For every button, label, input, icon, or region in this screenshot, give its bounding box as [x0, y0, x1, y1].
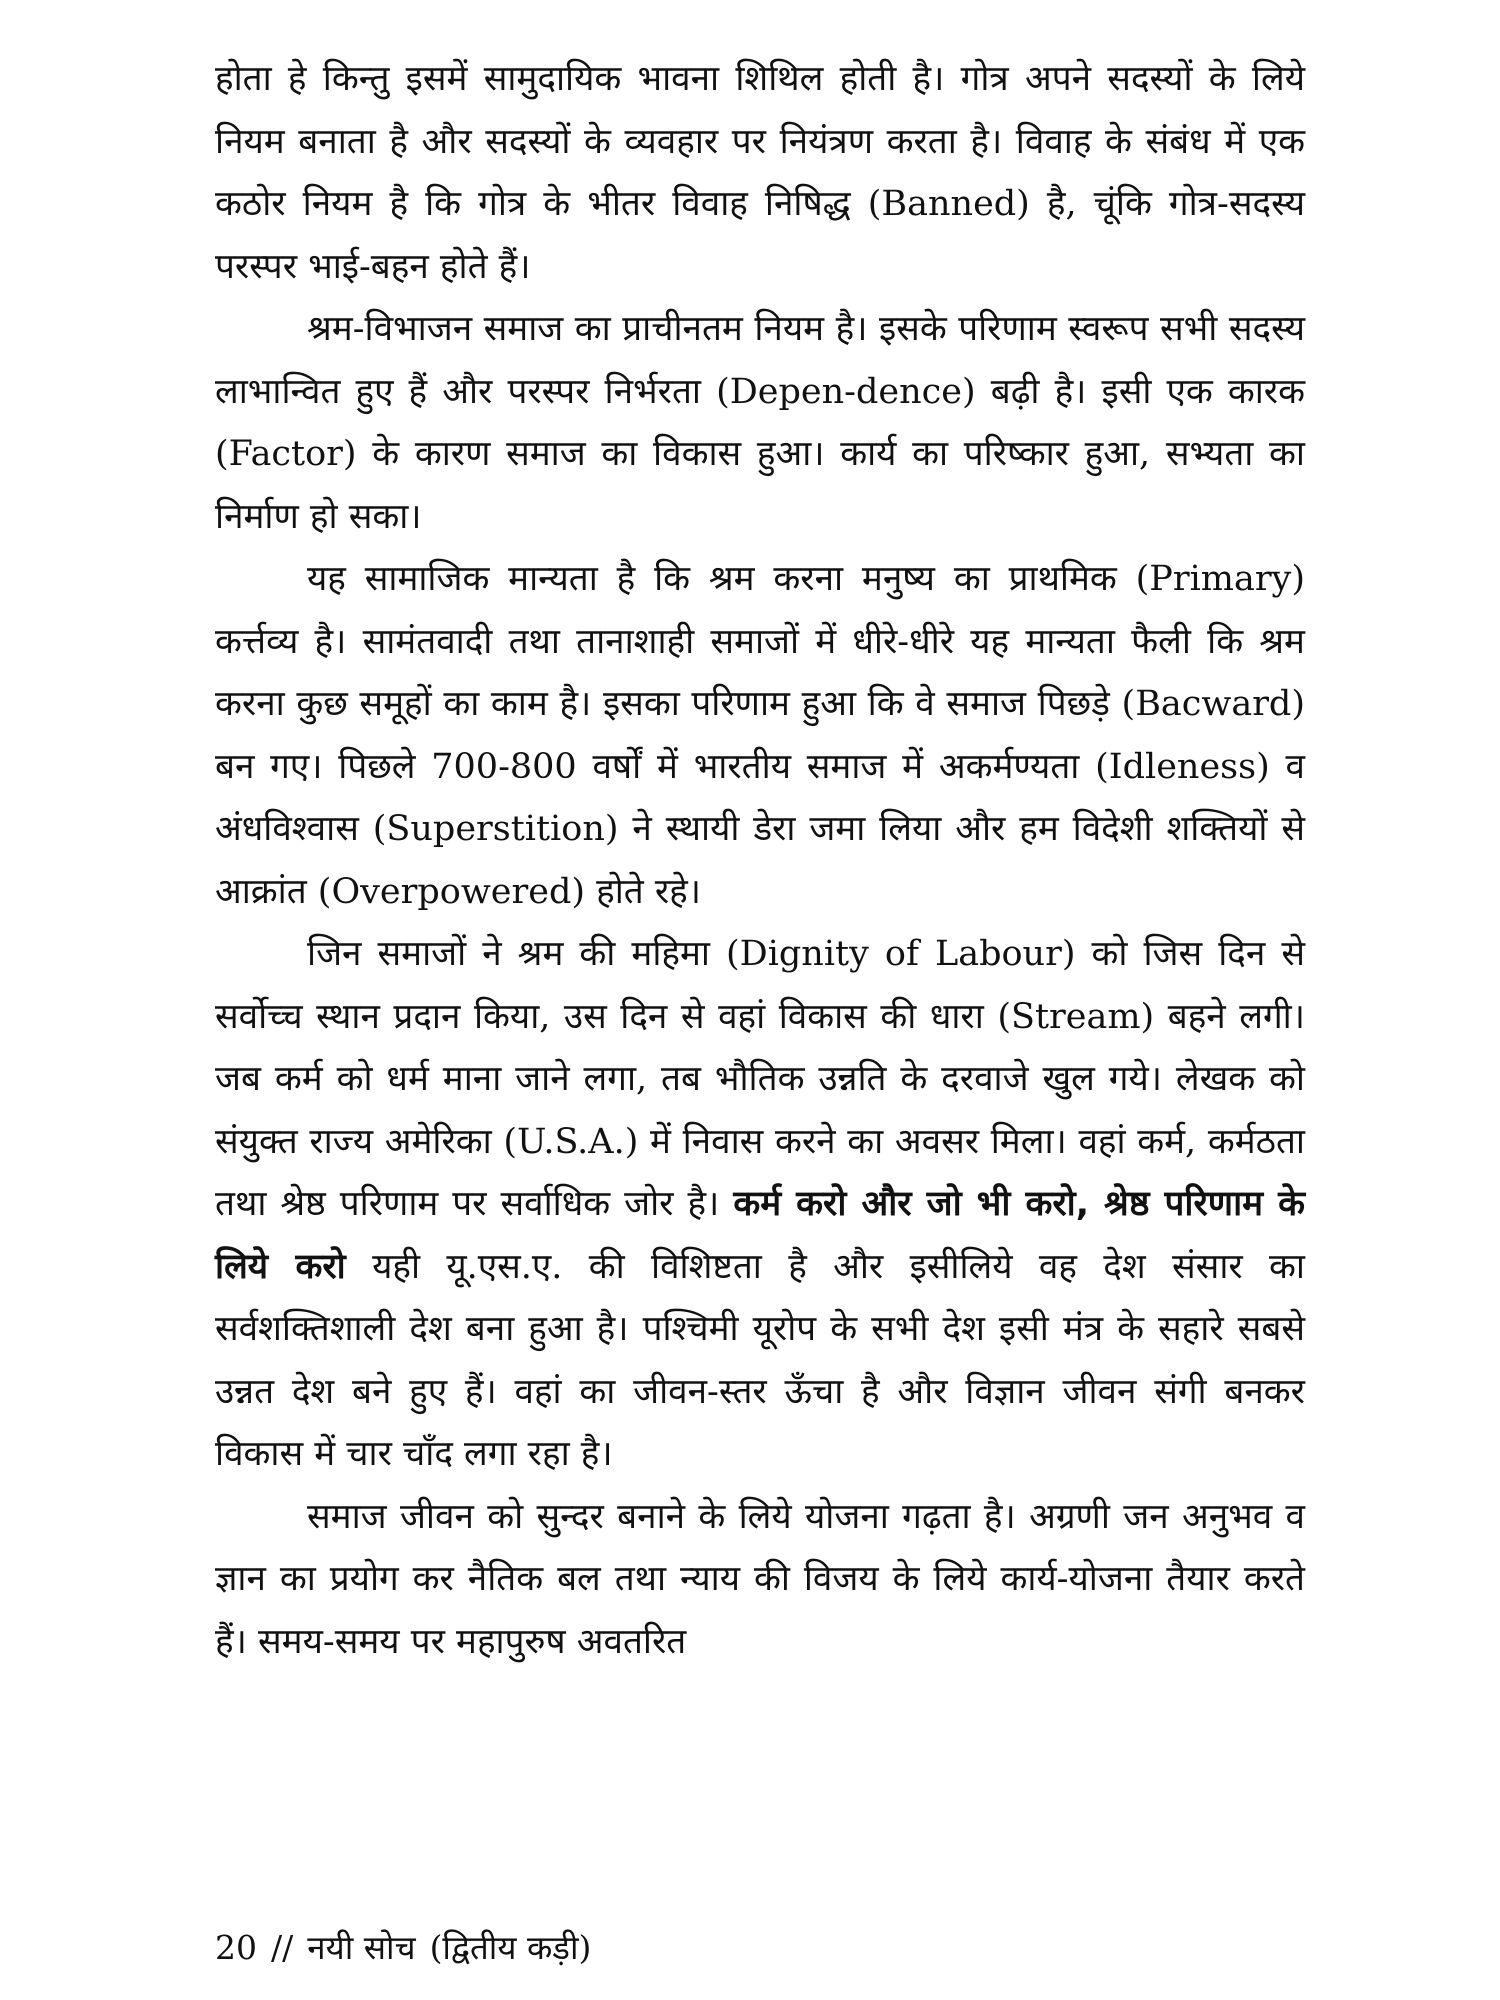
page-footer: [215, 1928, 591, 1968]
paragraph-3: यह सामाजिक मान्यता है कि श्रम करना मनुष्य का प्राथमिक (Primary) कर्त्तव्य है। सामंतवादी तथा तानाशाही समाजों में धीरे-धीरे यह मान्यता फैली कि श्रम करना कुछ समूहों का काम है। इसका परिणाम हुआ कि वे समाज पिछड़े (Bacward) बन गए। पिछले 700-800 वर्षों में भारतीय समाज में अकर्मण्यता (Idleness) व अंधविश्वास (Superstition) ने स्थायी डेरा जमा लिया और हम विदेशी शक्तियों से आक्रांत (Overpowered) होते रहे।: [215, 559, 1305, 912]
paragraph-4-text-before: जिन समाजों ने श्रम की महिमा (Dignity of Labour) को जिस दिन से सर्वोच्च स्थान प्रदान किया, उस दिन से वहां विकास की धारा (Stream) बहने लगी। जब कर्म को धर्म माना जाने लगा, तब भौतिक उन्नति के दरवाजे खुल गये। लेखक को संयुक्त राज्य अमेरिका (U.S.A.) में निवास करने का अवसर मिला। वहां कर्म, कर्मठता तथा श्रेष्ठ परिणाम पर सर्वाधिक जोर है।: [215, 934, 1305, 1224]
document-page: [215, 48, 1305, 1968]
paragraph-5: समाज जीवन को सुन्दर बनाने के लिये योजना गढ़ता है। अग्रणी जन अनुभव व ज्ञान का प्रयोग कर नैतिक बल तथा न्याय की विजय के लिये कार्य-योजना तैयार करते हैं। समय-समय पर महापुरुष अवतरित: [215, 1496, 1305, 1662]
paragraph-4: [215, 923, 1305, 1486]
paragraph-4-text-after: यही यू.एस.ए. की विशिष्टता है और इसीलिये वह देश संसार का सर्वशक्तिशाली देश बना हुआ है। पश्चिमी यूरोप के सभी देश इसी मंत्र के सहारे सबसे उन्नत देश बने हुए हैं। वहां का जीवन-स्तर ऊँचा है और विज्ञान जीवन संगी बनकर विकास में चार चाँद लगा रहा है।: [215, 1246, 1305, 1474]
paragraph-2: श्रम-विभाजन समाज का प्राचीनतम नियम है। इसके परिणाम स्वरूप सभी सदस्य लाभान्वित हुए हैं और परस्पर निर्भरता (Depen-dence) बढ़ी है। इसी एक कारक (Factor) के कारण समाज का विकास हुआ। कार्य का परिष्कार हुआ, सभ्यता का निर्माण हो सका।: [215, 309, 1305, 537]
footer-separator: //: [271, 1928, 294, 1967]
page-number: 20: [215, 1928, 257, 1967]
bold-emphasis-text: कर्म करो और जो भी करो, श्रेष्ठ परिणाम के लिये करो: [215, 1184, 1305, 1287]
book-part: (द्वितीय कड़ी): [429, 1928, 592, 1967]
book-title: नयी सोच: [307, 1928, 416, 1967]
paragraph-1: होता हे किन्तु इसमें सामुदायिक भावना शिथिल होती है। गोत्र अपने सदस्यों के लिये नियम बनाता है और सदस्यों के व्यवहार पर नियंत्रण करता है। विवाह के संबंध में एक कठोर नियम है कि गोत्र के भीतर विवाह निषिद्ध (Banned) है, चूंकि गोत्र-सदस्य परस्पर भाई-बहन होते हैं।: [215, 59, 1305, 287]
